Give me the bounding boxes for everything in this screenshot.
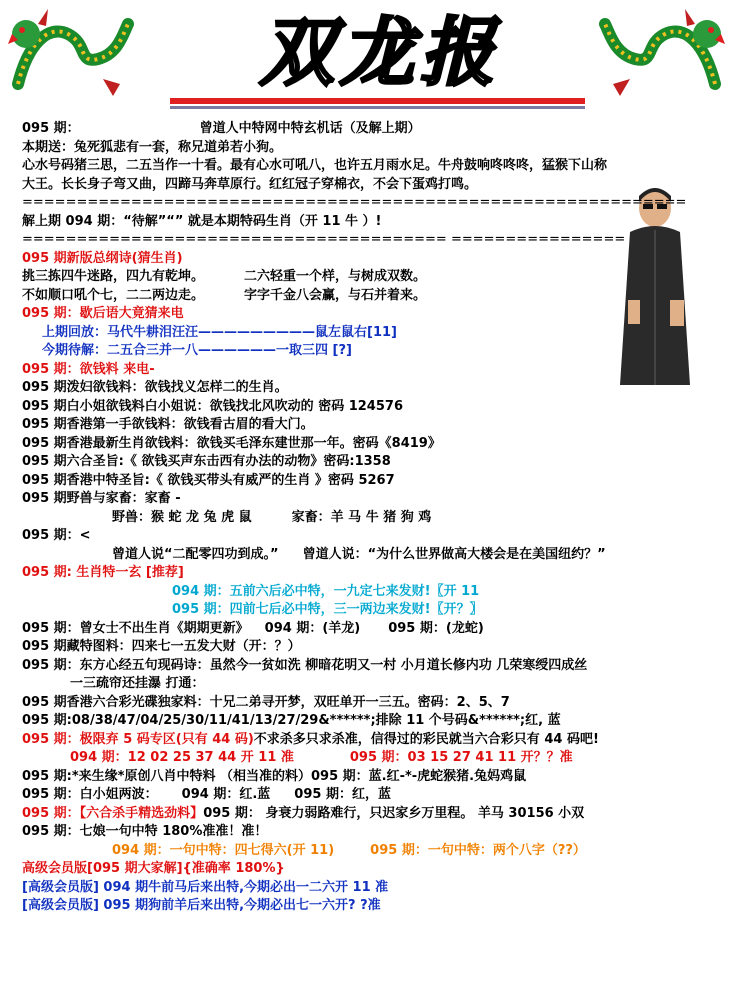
text-line <box>22 620 727 639</box>
text-segment: 095 期六合圣旨:《 欲钱买声东击西有办法的动物》密码:1358 <box>22 454 391 469</box>
text-segment: 二六轻重一个样，与树成双数。 <box>244 269 427 284</box>
text-line <box>22 638 727 657</box>
text-line <box>22 472 727 491</box>
text-line <box>22 897 727 916</box>
text-line <box>22 509 727 528</box>
text-line <box>22 694 727 713</box>
text-line <box>22 268 727 287</box>
text-segment: 今期待解：二五合三并一八——————一取三四 [?] <box>42 343 352 358</box>
text-segment: 【六合杀手精选劲料】 <box>79 805 204 821</box>
text-segment: 野兽：猴 蛇 龙 兔 虎 鼠 <box>112 509 252 525</box>
text-segment: 上期回放：马代牛耕泪汪汪—————————鼠左鼠右[11] <box>42 324 397 340</box>
text-segment: 曾道人说：“为什么世界做高大楼会是在美国纽约？” <box>302 546 606 562</box>
text-segment: 095 期白小姐欲钱料白小姐说：欲钱找北风吹动的 密码 124576 <box>22 398 403 414</box>
text-line <box>22 305 727 324</box>
text-segment: 095 期香港六合彩光碟独家料：十兄二弟寻开梦，双旺单开一三五。密码：2、5、7 <box>22 694 510 710</box>
text-segment: 095 期：欲钱料 来电- <box>22 361 155 377</box>
text-segment: 095 期：歇后语大竟猜来电 <box>22 306 184 321</box>
text-line <box>22 564 727 583</box>
text-line <box>22 675 727 694</box>
text-line <box>22 231 727 250</box>
text-line <box>22 379 727 398</box>
text-line <box>22 768 727 787</box>
text-segment: 094 期：一句中特：四七得六(开 11) <box>112 842 335 858</box>
text-segment: ============================================================= <box>22 195 687 210</box>
text-segment: 095 期香港中特圣旨:《 欲钱买带头有威严的生肖 》密码 5267 <box>22 472 395 488</box>
text-segment: 解上期 094 期：“待解”“” 就是本期特码生肖（开 11 牛 ）! <box>22 213 382 229</box>
text-line <box>22 139 727 158</box>
text-segment: 094 期：(羊龙) <box>264 620 361 636</box>
text-segment: 094 期：五前六后必中特，一九定七来发财!〖开 11 <box>172 583 480 599</box>
text-line <box>22 823 727 842</box>
text-line <box>22 731 727 750</box>
text-segment: 095 期藏特图料：四来七一五发大财（开：？） <box>22 639 301 654</box>
text-line <box>22 435 727 454</box>
text-line <box>22 786 727 805</box>
text-line <box>22 546 727 565</box>
text-line <box>22 527 727 546</box>
text-segment: 095 期： <box>22 731 80 747</box>
text-segment: 095 期香港第一手欲钱料：欲钱看古眉的看大门。 <box>22 417 314 432</box>
text-segment: 095 期：四前七后必中特，三一两边来发财!〖开？〗 <box>172 602 483 617</box>
text-segment: 094 期：12 02 25 37 44 开 11 准 <box>70 750 294 765</box>
text-line <box>22 453 727 472</box>
text-segment: 094 期：红.蓝 <box>181 787 271 802</box>
text-segment: 095 期:*来生缘*原创八肖中特料 （相当准的料）095 期：蓝.红-*-虎蛇猴猪.兔妈鸡鼠 <box>22 768 527 784</box>
text-segment: 095 期：曾女士不出生肖《期期更新》 <box>22 620 249 636</box>
text-segment: 一三疏帘还挂瀑 打通： <box>70 676 205 691</box>
text-line <box>22 324 727 343</box>
text-segment: 095 期：七娘一句中特 180%准准！准！ <box>22 824 268 839</box>
text-segment: 095 期：< <box>22 528 91 543</box>
text-line <box>22 213 727 232</box>
text-line <box>22 157 727 176</box>
text-segment: 不如顺口吼个七，二二两边走。 <box>22 287 205 303</box>
text-line <box>22 601 727 620</box>
text-segment: 095 期：白小姐两波： <box>22 787 158 802</box>
text-segment: 095 期： <box>22 805 80 821</box>
header-banner <box>0 0 733 120</box>
text-line <box>22 194 727 213</box>
text-line <box>22 176 727 195</box>
text-segment: 095 期：一句中特：两个八字（??） <box>370 842 586 858</box>
text-segment: 极限弃 5 码专区(只有 44 码) <box>79 731 254 747</box>
text-line <box>22 842 727 861</box>
text-segment: 095 期：03 15 27 41 11 开？？准 <box>349 750 573 765</box>
text-segment: 高级会员版[095 期大家解]{准确率 180%} <box>22 861 285 876</box>
text-line <box>22 287 727 306</box>
text-line <box>22 879 727 898</box>
text-segment: 大王。长长身子弯又曲，四蹄马奔草原行。红红冠子穿棉衣，不会下蛋鸡打鸣。 <box>22 176 478 192</box>
text-line <box>22 342 727 361</box>
text-line <box>22 361 727 380</box>
text-segment: 曾道人说“二配零四功到成。” <box>112 546 279 562</box>
text-segment: 095 期: 生肖特一玄 [推荐] <box>22 565 184 580</box>
text-segment: 095 期新版总纲诗(猜生肖) <box>22 250 183 266</box>
text-line <box>22 805 727 824</box>
text-segment: 095 期：(龙蛇) <box>388 620 484 636</box>
text-line <box>22 416 727 435</box>
text-segment: 字字千金八会赢，与石并着来。 <box>244 287 427 303</box>
text-line <box>22 657 727 676</box>
text-line <box>22 712 727 731</box>
text-line <box>22 749 727 768</box>
text-segment: [高级会员版] 094 期牛前马后来出特,今期必出一二六开 11 准 <box>22 879 389 895</box>
text-segment: 095 期： <box>22 121 80 136</box>
text-segment: 095 期：东方心经五句现码诗：虽然今一贫如洗 柳暗花明又一村 小月道长修内功 几荣寒绶四成丝 <box>22 657 588 673</box>
text-segment: 095 期泼妇欲钱料：欲钱找义怎样二的生肖。 <box>22 380 288 395</box>
text-segment: ======================================= ================ <box>22 232 626 247</box>
text-segment: 心水号码猪三思，二五当作一十看。最有心水可吼八，也许五月雨水足。牛舟鼓响咚咚咚，猛猴下山称 <box>22 158 608 173</box>
text-segment: [高级会员版] 095 期狗前羊后来出特,今期必出七一六开? ?准 <box>22 898 381 913</box>
dragon-left-icon <box>8 4 138 104</box>
text-segment: 095 期:08/38/47/04/25/30/11/41/13/27/29&******;排除 11 个号码&******;红, 蓝 <box>22 713 561 728</box>
dragon-right-icon <box>595 4 725 104</box>
text-segment: 095 期： 身衰力弱路难行，只迟家乡万里程。 羊马 30156 小双 <box>203 805 585 821</box>
text-segment: 本期送：兔死狐悲有一套，称兄道弟若小狗。 <box>22 139 283 155</box>
text-segment: 095 期：红，蓝 <box>294 787 391 802</box>
text-segment: 家畜：羊 马 牛 猪 狗 鸡 <box>291 509 432 525</box>
text-line <box>22 398 727 417</box>
title-underline-shadow <box>170 106 585 109</box>
text-line <box>22 120 727 139</box>
text-segment: 095 期野兽与家畜：家畜 - <box>22 491 181 506</box>
text-line <box>22 250 727 269</box>
text-segment: 095 期香港最新生肖欲钱料：欲钱买毛泽东建世那一年。密码《8419》 <box>22 435 441 451</box>
text-line <box>22 860 727 879</box>
text-line <box>22 583 727 602</box>
article-body <box>22 120 727 916</box>
page-title: 双龙报 <box>260 10 500 96</box>
text-segment: 曾道人中特网中特玄机话（及解上期） <box>199 121 421 136</box>
text-segment: 不求杀多只求杀准，信得过的彩民就当六合彩只有 44 码吧! <box>253 731 599 747</box>
text-line <box>22 490 727 509</box>
title-underline <box>170 98 585 104</box>
text-segment: 挑三拣四牛迷路，四九有乾坤。 <box>22 269 205 284</box>
